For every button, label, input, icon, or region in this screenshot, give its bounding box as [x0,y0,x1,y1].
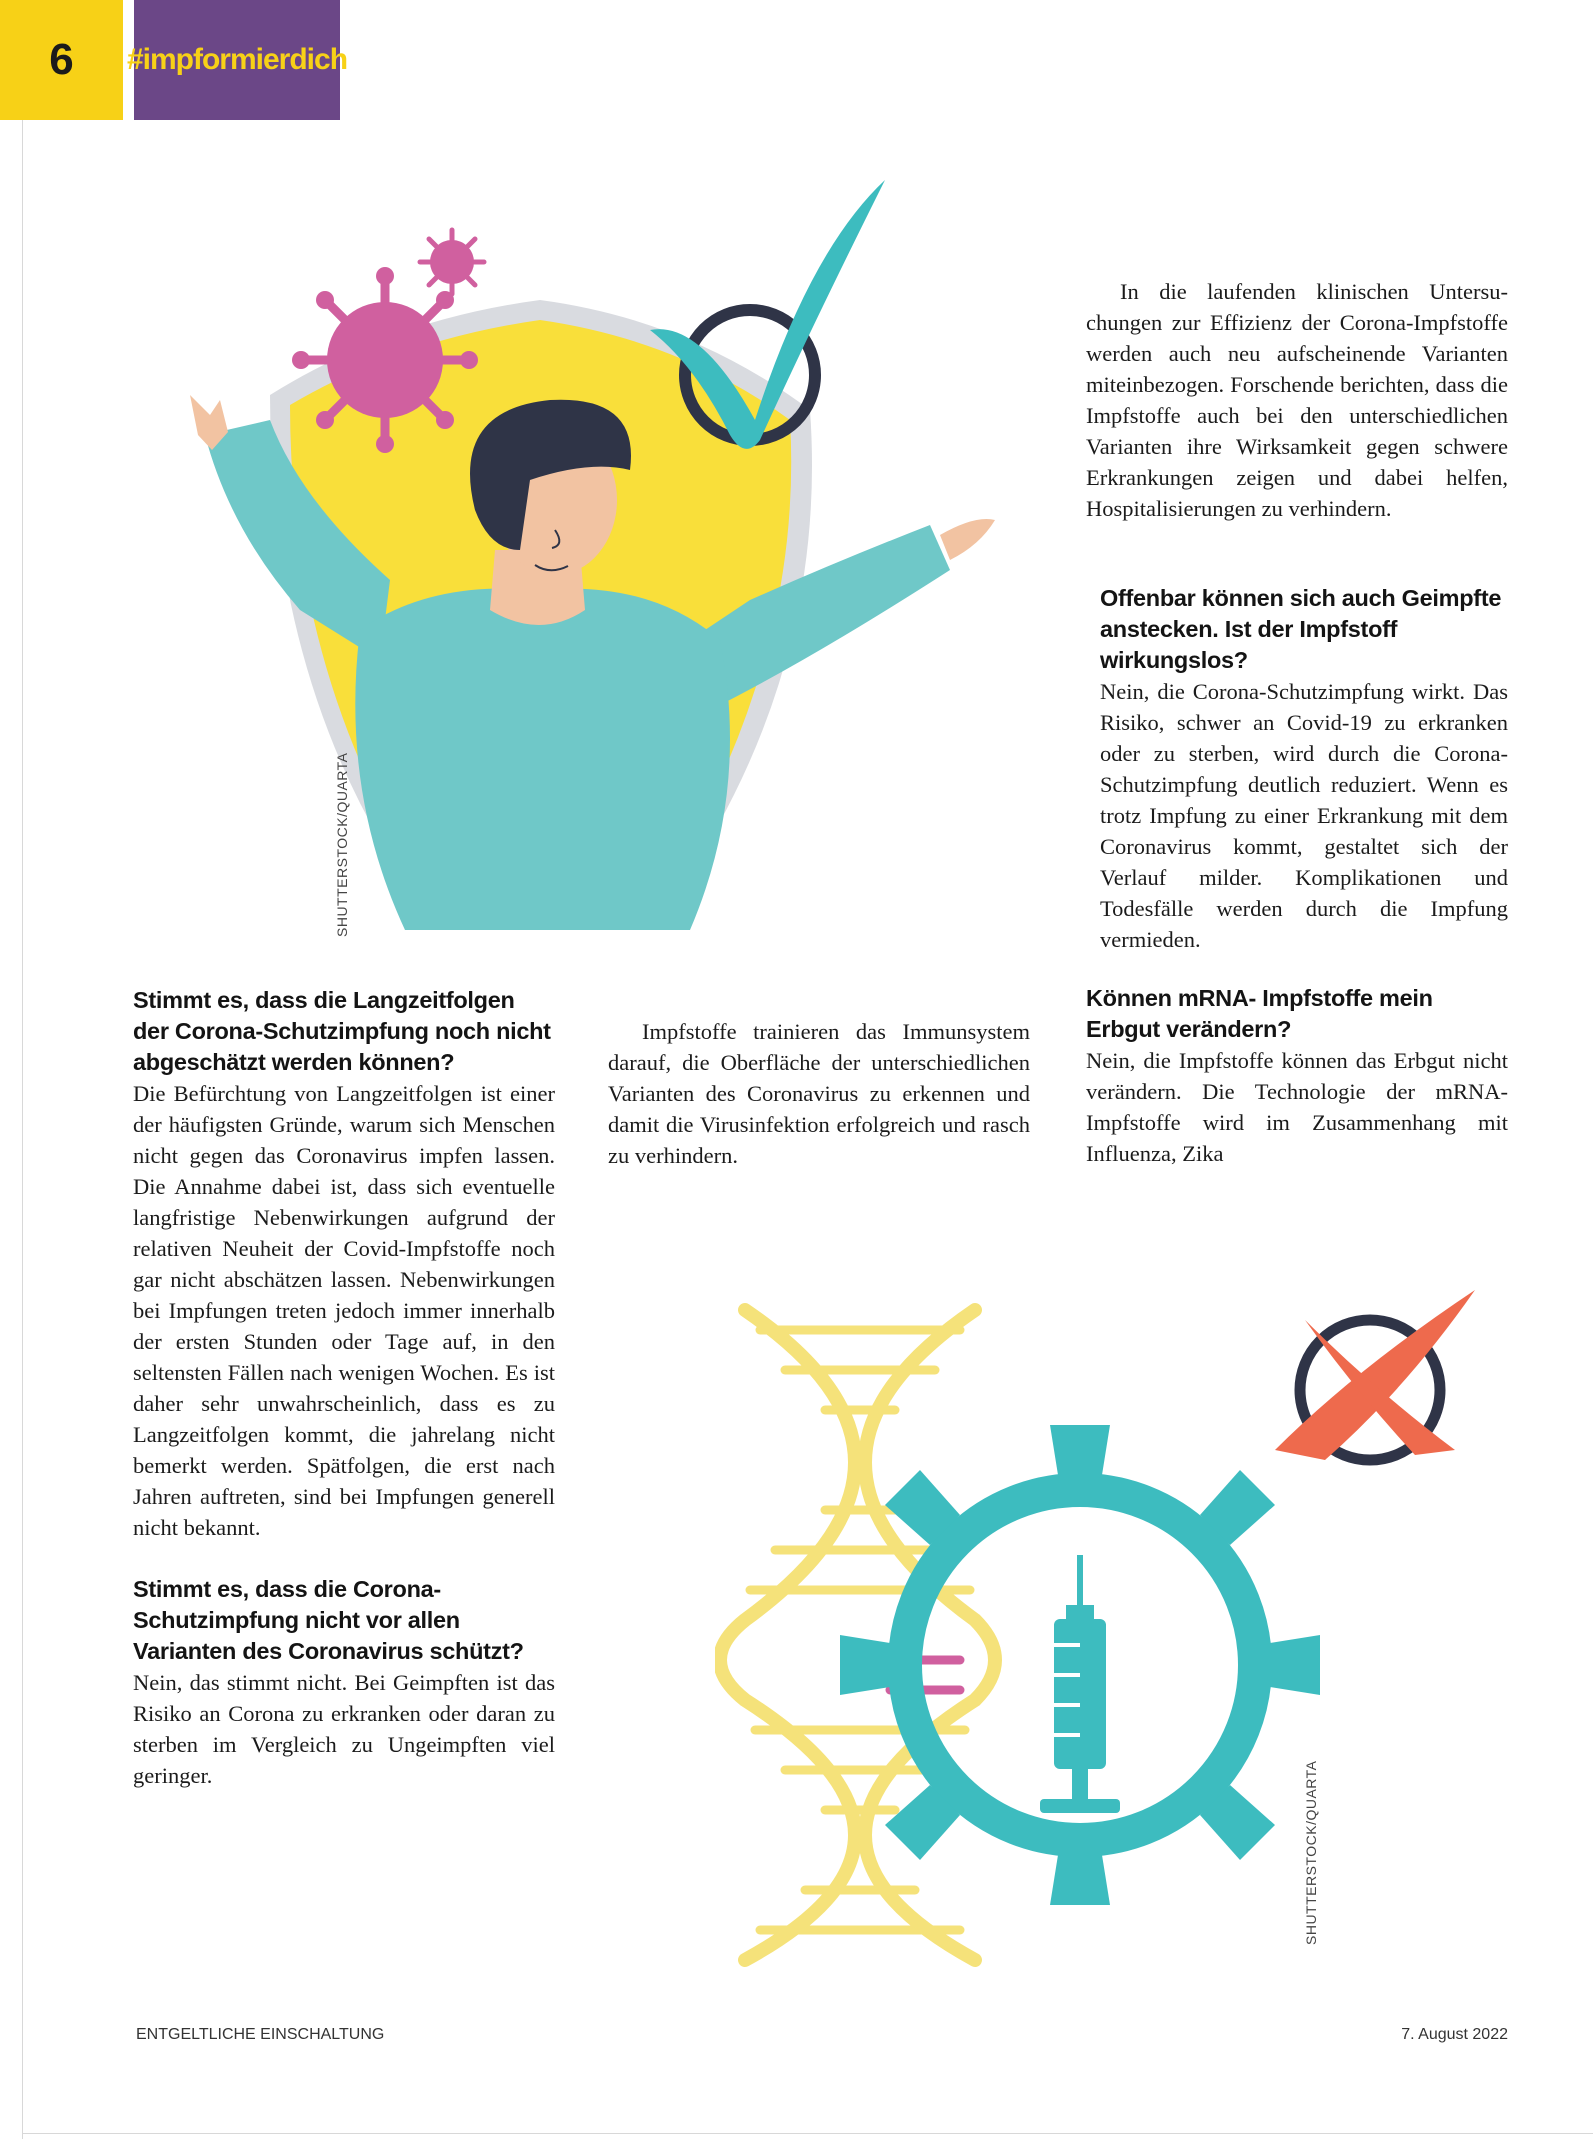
footer-date: 7. August 2022 [1401,2026,1508,2043]
footer-label: ENTGELTLICHE EINSCHALTUNG [136,2026,385,2043]
image-credit-bottom: SHUTTERSTOCK/QUARTA [1303,1760,1319,1945]
answer-paragraph-4: Nein, die Impfstoffe können das Erbgut nicht verändern. Die Technologie der mRNA-Impfstoffe wird im Zusammenhang mit Influenza, Zika [1086,1048,1508,1166]
left-column [133,985,555,1791]
answer-paragraph-2: Nein, das stimmt nicht. Bei Geimpften ist das Risiko an Corona zu erkranken oder daran zu sterben im Vergleich zu Ungeimpften viel geringer. [133,1670,555,1788]
small-virus-icon [420,230,484,294]
hashtag-label: #impformierdich [134,0,340,120]
dna-virus-illustration [715,1280,1515,1970]
page-number: 6 [0,0,123,120]
right-column-bottom [1086,983,1508,1169]
answer-paragraph-1: Die Befürchtung von Langzeitfolgen ist einer der häufigsten Gründe, warum sich Menschen nicht gegen das Coronavirus impfen lassen. Die Annahme dabei ist, dass sich eventuelle langfristige Nebenwirkungen aufgrund der relativen Neuheit der Covid-Impfstoffe noch gar nicht abschätzen lassen. Nebenwirkungen bei Impfungen treten jedoch immer innerhalb der ersten Stunden oder Tage auf, in den seltensten Fällen nach wenigen Wochen. Es ist daher sehr unwahrscheinlich, dass es zu Langzeitfolgen kommt, die jahrelang nicht bemerkt werden. Spätfolgen, die erst nach Jahren auftreten, sind bei Impfungen generell nicht bekannt. [133,1081,555,1540]
person-shield-illustration [190,170,1030,930]
middle-paragraph: Impfstoffe trainieren das Immunsystem darauf, die Oberfläche der unterschiedlichen Varianten des Coronavirus zu erkennen und damit die Virusinfektion erfolgreich und rasch zu verhindern. [608,1019,1030,1168]
question-heading-2: Stimmt es, dass die Corona-Schutzimpfung nicht vor allen Varianten des Coronavirus schützt? [133,1576,524,1664]
right-column-qa [1100,583,1508,955]
question-heading-3: Offenbar können sich auch Geimpfte anstecken. Ist der Impfstoff wirkungslos? [1100,585,1502,673]
virus-ring-icon [840,1425,1320,1905]
syringe-icon [1040,1555,1120,1813]
dna-icon [720,1310,995,1960]
page-bottom-edge-line [22,2133,1593,2134]
question-heading-1: Stimmt es, dass die Langzeitfolgen der Corona-Schutzimpfung noch nicht abgeschätzt werden können? [133,987,551,1075]
page-edge-line [22,0,23,2139]
middle-column [608,1016,1030,1171]
answer-paragraph-3: Nein, die Corona-Schutzimpfung wirkt. Das Risiko, schwer an Covid-19 zu erkranken oder zu sterben, wird durch die Corona-Schutzimpfung deutlich reduziert. Wenn es trotz Impfung zu einer Erkrankung mit dem Coronavirus kommt, gestaltet sich der Verlauf milder. Komplikationen und Todesfälle werden durch die Impfung vermieden. [1100,679,1508,952]
question-heading-4: Können mRNA- Impfstoffe mein Erbgut verändern? [1086,985,1433,1042]
intro-paragraph: In die laufenden klinischen Untersuchungen zur Effizienz der Corona-Impfstoffe werden auch neu aufscheinende Varianten miteinbezogen. Forschende berichten, dass die Impfstoffe auch bei den unterschiedlichen Varianten ihre Wirksamkeit gegen schwere Erkrankungen zeigen und dabei helfen, Hospitalisierungen zu verhindern. [1086,279,1508,521]
image-credit-top: SHUTTERSTOCK/QUARTA [334,752,350,937]
right-column-top [1086,276,1508,524]
